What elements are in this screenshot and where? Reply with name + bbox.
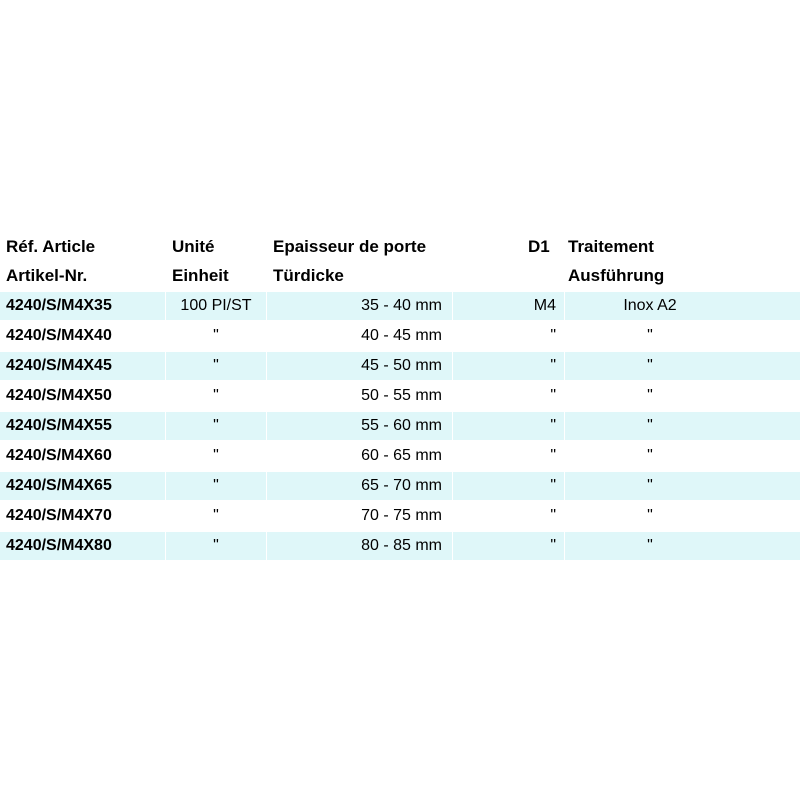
- cell-unit: ": [213, 507, 219, 524]
- cell-d1: ": [550, 417, 556, 434]
- cell-treatment: ": [647, 447, 653, 464]
- header-row-german: [0, 262, 800, 291]
- cell-article: 4240/S/M4X55: [6, 417, 112, 434]
- table-row: [0, 321, 800, 351]
- cell-unit: ": [213, 477, 219, 494]
- header-treatment-de: Ausführung: [568, 266, 665, 285]
- cell-d1: ": [550, 447, 556, 464]
- header-row-french: [0, 233, 800, 262]
- cell-treatment: ": [647, 357, 653, 374]
- cell-unit: ": [213, 537, 219, 554]
- cell-d1: ": [550, 477, 556, 494]
- cell-article: 4240/S/M4X45: [6, 357, 112, 374]
- cell-d1: ": [550, 357, 556, 374]
- cell-unit: ": [213, 387, 219, 404]
- cell-thickness: 70 - 75 mm: [361, 507, 442, 524]
- cell-article: 4240/S/M4X65: [6, 477, 112, 494]
- cell-treatment: Inox A2: [623, 297, 677, 314]
- cell-d1: ": [550, 507, 556, 524]
- cell-thickness: 80 - 85 mm: [361, 537, 442, 554]
- cell-thickness: 40 - 45 mm: [361, 327, 442, 344]
- cell-unit: ": [213, 357, 219, 374]
- cell-article: 4240/S/M4X40: [6, 327, 112, 344]
- header-thickness-de: Türdicke: [273, 266, 344, 285]
- header-d1: D1: [528, 237, 550, 256]
- cell-treatment: ": [647, 327, 653, 344]
- cell-thickness: 35 - 40 mm: [361, 297, 442, 314]
- cell-treatment: ": [647, 417, 653, 434]
- table-row: [0, 441, 800, 471]
- cell-unit: 100 PI/ST: [180, 297, 252, 314]
- cell-d1: M4: [533, 297, 556, 314]
- table-row: [0, 501, 800, 531]
- cell-article: 4240/S/M4X70: [6, 507, 112, 524]
- cell-d1: ": [550, 537, 556, 554]
- table-row: [0, 471, 800, 501]
- cell-unit: ": [213, 417, 219, 434]
- header-article: Réf. Article: [6, 237, 96, 256]
- cell-thickness: 45 - 50 mm: [361, 357, 442, 374]
- cell-d1: ": [550, 327, 556, 344]
- cell-treatment: ": [647, 537, 653, 554]
- table-row: [0, 291, 800, 321]
- product-table: [0, 233, 800, 561]
- header-thickness: Epaisseur de porte: [273, 237, 427, 256]
- table-body: [0, 291, 800, 561]
- cell-thickness: 55 - 60 mm: [361, 417, 442, 434]
- table-row: [0, 381, 800, 411]
- header-article-de: Artikel-Nr.: [6, 266, 88, 285]
- cell-unit: ": [213, 327, 219, 344]
- cell-article: 4240/S/M4X50: [6, 387, 112, 404]
- cell-unit: ": [213, 447, 219, 464]
- cell-article: 4240/S/M4X60: [6, 447, 112, 464]
- header-unit-de: Einheit: [172, 266, 229, 285]
- cell-thickness: 50 - 55 mm: [361, 387, 442, 404]
- table-row: [0, 351, 800, 381]
- header-treatment: Traitement: [568, 237, 654, 256]
- cell-article: 4240/S/M4X80: [6, 537, 112, 554]
- cell-thickness: 60 - 65 mm: [361, 447, 442, 464]
- table-row: [0, 531, 800, 561]
- table-row: [0, 411, 800, 441]
- cell-article: 4240/S/M4X35: [6, 297, 112, 314]
- cell-thickness: 65 - 70 mm: [361, 477, 442, 494]
- cell-treatment: ": [647, 507, 653, 524]
- cell-treatment: ": [647, 477, 653, 494]
- header-unit: Unité: [172, 237, 215, 256]
- cell-d1: ": [550, 387, 556, 404]
- cell-treatment: ": [647, 387, 653, 404]
